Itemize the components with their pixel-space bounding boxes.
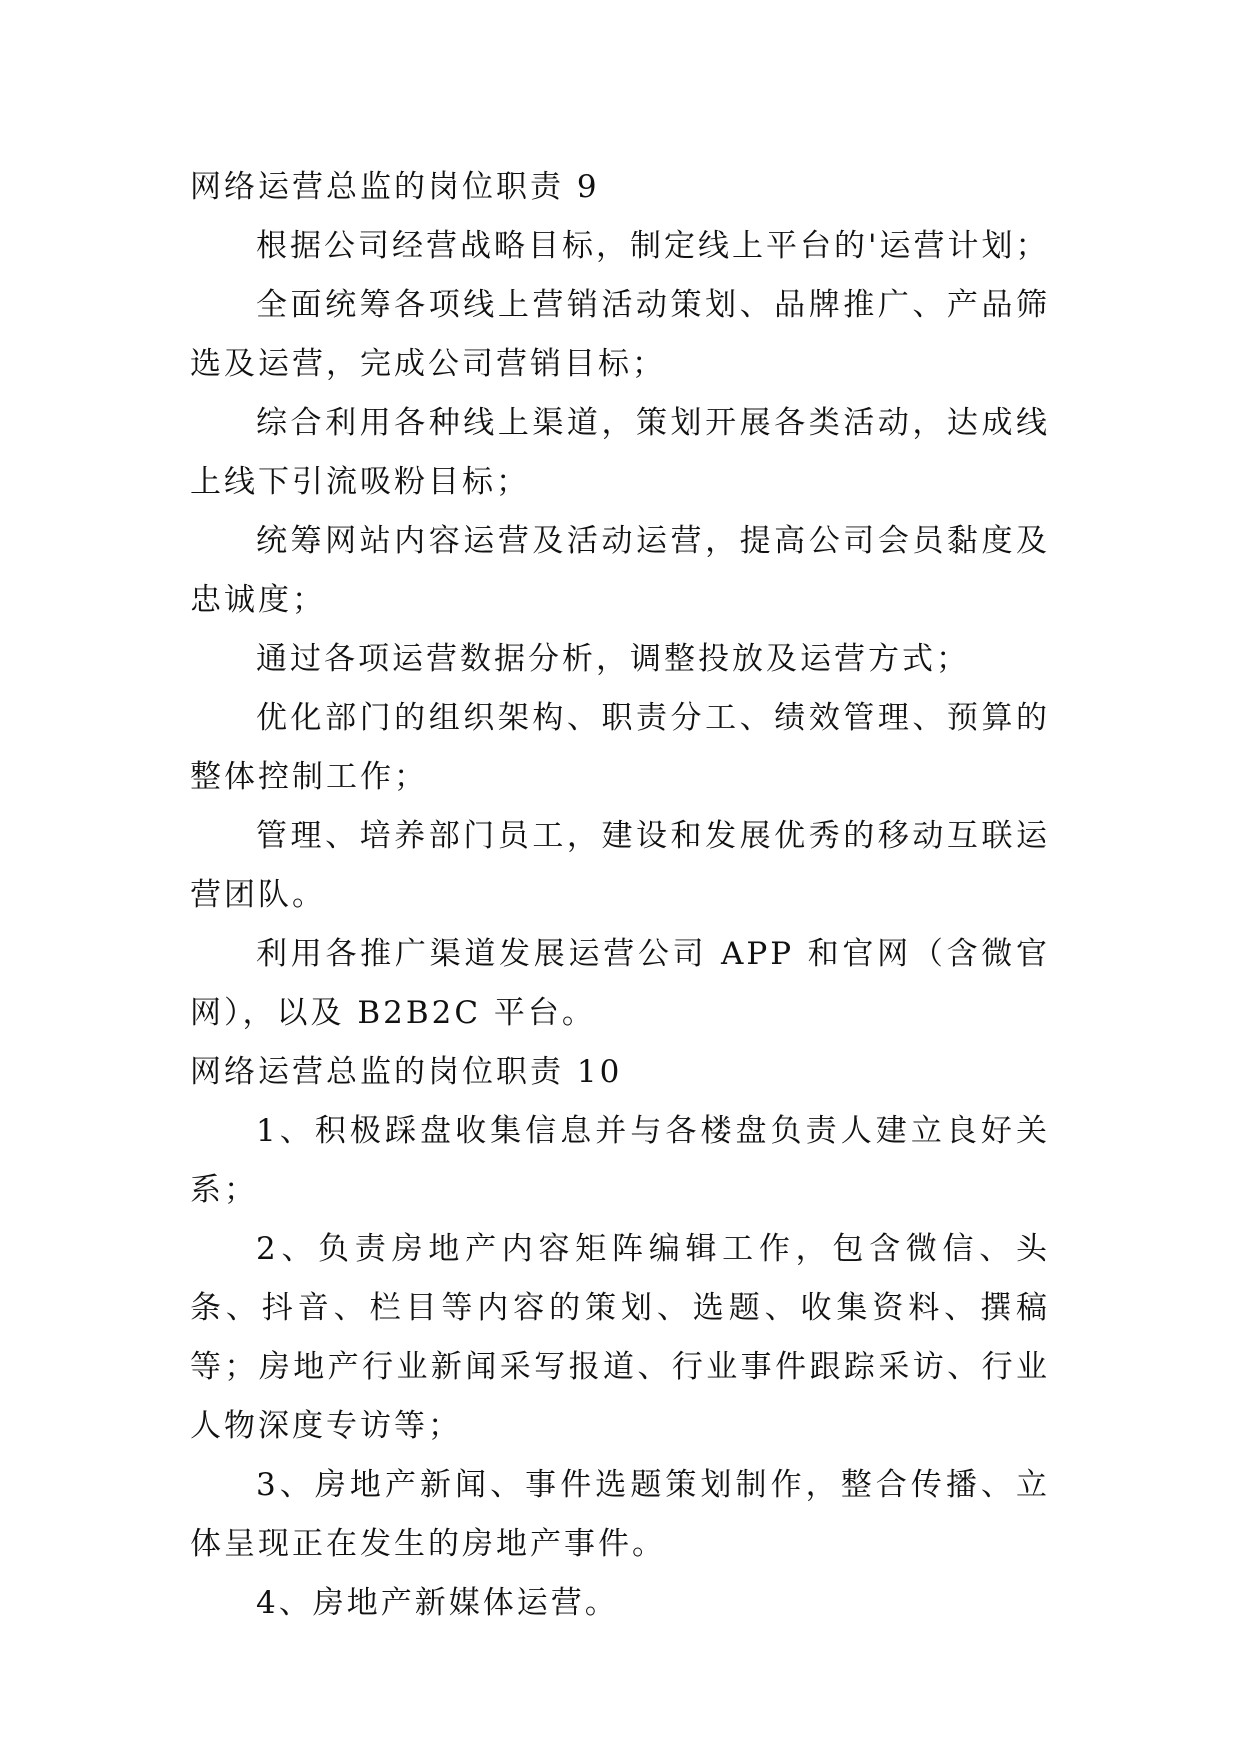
paragraph: 4、房地产新媒体运营。 (256, 1585, 619, 1621)
paragraph: 利用各推广渠道发展运营公司 APP 和官网（含微官网），以及 B2B2C 平台。 (190, 936, 1050, 1031)
paragraph: 优化部门的组织架构、职责分工、绩效管理、预算的整体控制工作； (190, 700, 1050, 795)
paragraph: 综合利用各种线上渠道，策划开展各类活动，达成线上线下引流吸粉目标； (190, 405, 1050, 500)
paragraph: 全面统筹各项线上营销活动策划、品牌推广、产品筛选及运营，完成公司营销目标； (190, 287, 1050, 382)
section-heading: 网络运营总监的岗位职责 9 (190, 169, 600, 205)
paragraph: 2、负责房地产内容矩阵编辑工作，包含微信、头条、抖音、栏目等内容的策划、选题、收集资料、撰稿等；房地产行业新闻采写报道、行业事件跟踪采访、行业人物深度专访等； (190, 1231, 1050, 1444)
paragraph: 统筹网站内容运营及活动运营，提高公司会员黏度及忠诚度； (190, 523, 1050, 618)
paragraph: 根据公司经营战略目标，制定线上平台的'运营计划； (256, 228, 1050, 264)
paragraph: 3、房地产新闻、事件选题策划制作，整合传播、立体呈现正在发生的房地产事件。 (190, 1467, 1050, 1562)
section-heading: 网络运营总监的岗位职责 10 (190, 1054, 623, 1090)
document-body (190, 158, 1050, 1633)
paragraph: 管理、培养部门员工，建设和发展优秀的移动互联运营团队。 (190, 818, 1050, 913)
paragraph: 1、积极踩盘收集信息并与各楼盘负责人建立良好关系； (190, 1113, 1050, 1208)
paragraph: 通过各项运营数据分析，调整投放及运营方式； (256, 641, 970, 677)
